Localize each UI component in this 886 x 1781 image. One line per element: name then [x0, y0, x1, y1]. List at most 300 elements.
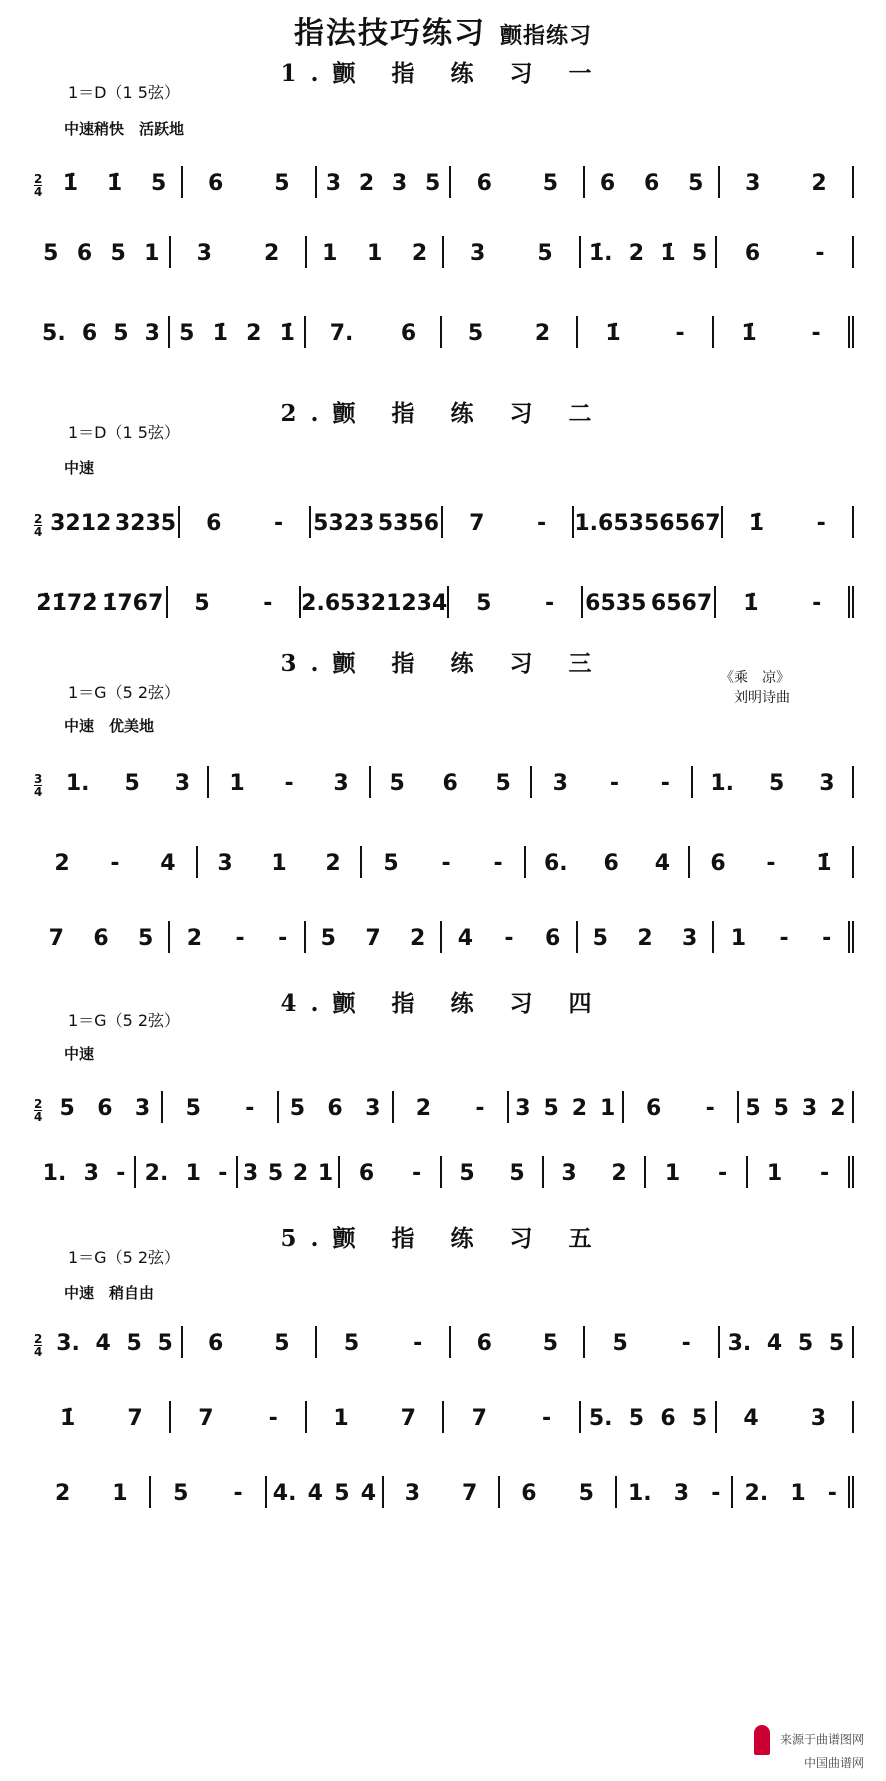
measure	[646, 1156, 748, 1188]
note: 4.	[272, 1481, 297, 1506]
time-sig-bottom: 4	[34, 525, 43, 539]
measure	[442, 316, 578, 348]
staff-row	[34, 1385, 854, 1433]
staff-row	[34, 1310, 854, 1358]
measure	[384, 1476, 501, 1508]
tempo-marking: 中速 稍自由	[64, 1284, 155, 1302]
note: 2.	[144, 1161, 169, 1186]
note: 1	[271, 851, 287, 876]
staff-cells	[34, 750, 854, 798]
note: -	[116, 1161, 126, 1186]
time-sig-bottom: 4	[34, 1345, 43, 1359]
note: 1	[144, 241, 160, 266]
note: 3	[134, 1096, 151, 1121]
staff-cells	[34, 1075, 854, 1123]
watermark	[644, 1725, 864, 1771]
note: -	[675, 321, 685, 346]
measure	[136, 1156, 238, 1188]
measure	[168, 586, 302, 618]
measure	[180, 506, 312, 538]
note: 2	[830, 1096, 846, 1121]
note: 5	[467, 321, 484, 346]
key-signature: 1＝G（5 2弦）	[68, 1011, 181, 1030]
note: 6.	[543, 851, 568, 876]
note: 6	[442, 771, 458, 796]
measure	[171, 236, 308, 268]
measure	[362, 846, 526, 878]
note: -	[717, 1161, 728, 1186]
measure	[720, 166, 854, 198]
note: 3	[365, 1096, 381, 1121]
note: 4	[654, 851, 671, 876]
measure	[449, 586, 583, 618]
note: 1	[766, 1161, 783, 1186]
note: -	[273, 511, 284, 536]
measure	[581, 1401, 718, 1433]
staff-cells	[34, 1460, 854, 1508]
note: -	[711, 1481, 721, 1506]
measure	[34, 1476, 151, 1508]
note: -	[278, 926, 288, 951]
note: -	[441, 851, 451, 876]
section-title: 5.颤 指 练 习 五	[280, 1225, 606, 1252]
measure	[267, 1476, 384, 1508]
time-sig-bottom: 4	[34, 185, 43, 199]
note: 5	[59, 1096, 75, 1121]
measure	[209, 766, 370, 798]
note: 2̇1̇72̇	[36, 591, 98, 616]
note: 2	[411, 241, 428, 266]
note: 4	[766, 1331, 783, 1356]
staff-cells	[34, 905, 854, 953]
measure	[574, 506, 722, 538]
note: 1̇	[741, 321, 757, 346]
measure	[34, 236, 171, 268]
note: -	[812, 591, 822, 616]
note: 1	[322, 241, 338, 266]
measure	[583, 586, 717, 618]
note: 5	[542, 171, 559, 196]
note: 2	[571, 1096, 588, 1121]
staff-cells	[34, 570, 854, 618]
note: 6	[476, 1331, 492, 1356]
note: 1	[229, 771, 245, 796]
note: -	[233, 1481, 243, 1506]
note: 5	[274, 1331, 290, 1356]
measure	[151, 1476, 268, 1508]
note: 5	[137, 926, 154, 951]
note: -	[263, 591, 273, 616]
note: -	[411, 1161, 422, 1186]
note: 6	[358, 1161, 375, 1186]
note: 3	[673, 1481, 690, 1506]
measure	[693, 766, 854, 798]
note: 7	[400, 1406, 416, 1431]
measure	[444, 236, 581, 268]
note: 3.	[56, 1331, 80, 1356]
note: 1	[317, 1161, 334, 1186]
note: -	[475, 1096, 485, 1121]
note: 5	[537, 241, 553, 266]
measure	[578, 921, 714, 953]
note: 3	[819, 771, 835, 796]
note: 6567	[659, 511, 721, 536]
time-signature	[34, 1093, 48, 1123]
measure	[198, 846, 362, 878]
note: -	[235, 926, 245, 951]
note: 5.	[588, 1406, 613, 1431]
tempo-marking: 中速	[64, 459, 95, 477]
note: 2	[415, 1096, 432, 1121]
note: -	[660, 771, 670, 796]
measure	[311, 506, 443, 538]
note: -	[816, 511, 826, 536]
note: 5	[476, 591, 492, 616]
staff-row	[34, 490, 854, 538]
measure	[717, 236, 854, 268]
note: 5	[828, 1331, 845, 1356]
note: 1̇	[748, 511, 765, 536]
measure	[279, 1091, 394, 1123]
note: 5323	[313, 511, 375, 536]
tempo-marking: 中速	[64, 1045, 95, 1063]
key-signature: 1＝G（5 2弦）	[68, 683, 181, 702]
staff-cells	[34, 300, 854, 348]
measure	[48, 1091, 163, 1123]
note: 2	[534, 321, 551, 346]
measure	[585, 1326, 719, 1358]
measure	[443, 506, 575, 538]
note: 5	[185, 1096, 201, 1121]
note: -	[822, 926, 832, 951]
note: 3	[174, 771, 190, 796]
measure	[34, 316, 170, 348]
note: 1.	[710, 771, 734, 796]
measure	[690, 846, 854, 878]
note: 1̇	[279, 321, 295, 346]
note: 6	[645, 1096, 662, 1121]
note: -	[536, 511, 547, 536]
note: 6	[521, 1481, 537, 1506]
note: 1̇	[605, 321, 621, 346]
note: 1	[730, 926, 747, 951]
note: -	[541, 1406, 552, 1431]
note: 4	[307, 1481, 323, 1506]
staff-cells	[34, 1140, 854, 1188]
note: 2	[246, 321, 262, 346]
measure	[716, 586, 854, 618]
note: 2	[292, 1161, 309, 1186]
note: 5	[320, 926, 336, 951]
note: -	[815, 241, 825, 266]
note: 5	[274, 171, 290, 196]
note: 5	[691, 241, 708, 266]
note: 1	[112, 1481, 128, 1506]
note: 4	[360, 1481, 377, 1506]
measure	[306, 316, 442, 348]
note: 3	[470, 241, 486, 266]
note: 3	[561, 1161, 577, 1186]
note: 1̇	[660, 241, 676, 266]
note: 5	[612, 1331, 628, 1356]
measure	[509, 1091, 624, 1123]
measure	[34, 1156, 136, 1188]
note: 7	[471, 1406, 487, 1431]
staff-row	[34, 750, 854, 798]
measure	[34, 846, 198, 878]
staff-row	[34, 300, 854, 348]
measure	[444, 1401, 581, 1433]
time-signature	[34, 768, 48, 798]
section-title: 4.颤 指 练 习 四	[280, 990, 606, 1017]
staff-row	[34, 1460, 854, 1508]
note: 3	[810, 1406, 826, 1431]
note: 2	[628, 241, 645, 266]
section-title: 2.颤 指 练 习 二	[280, 400, 606, 427]
time-sig-top: 2	[34, 1097, 43, 1111]
note: 1̇767	[102, 591, 164, 616]
note: -	[544, 591, 555, 616]
note: 6	[744, 241, 761, 266]
note: 1.	[574, 511, 599, 536]
note: 5	[110, 241, 126, 266]
note: -	[493, 851, 503, 876]
note: 2	[325, 851, 341, 876]
note: 2	[811, 171, 827, 196]
measure	[306, 921, 442, 953]
note: 5	[459, 1161, 475, 1186]
note: 5	[592, 926, 608, 951]
note: 2	[611, 1161, 627, 1186]
note: 1̇.	[588, 241, 613, 266]
note: 5	[389, 771, 405, 796]
note: 5	[157, 1331, 173, 1356]
page-title	[0, 8, 886, 52]
note: 3	[144, 321, 160, 346]
measure	[526, 846, 690, 878]
measure	[748, 1156, 854, 1188]
note: 2	[186, 926, 203, 951]
note: 3	[552, 771, 568, 796]
time-signature	[34, 168, 48, 198]
measure	[544, 1156, 646, 1188]
staff-cells	[34, 1385, 854, 1433]
note: 3	[515, 1096, 531, 1121]
watermark-line1: 来源于曲谱图网	[779, 1732, 864, 1747]
note: 5	[267, 1161, 284, 1186]
note: 4	[95, 1331, 111, 1356]
note: 3	[217, 851, 233, 876]
staff-cells	[34, 490, 854, 538]
note: 5	[173, 1481, 189, 1506]
time-sig-top: 2	[34, 1332, 43, 1346]
staff-cells	[34, 830, 854, 878]
section-title: 1.颤 指 练 习 一	[280, 60, 606, 87]
measure	[238, 1156, 340, 1188]
key-signature: 1＝D（1 5弦）	[68, 83, 180, 102]
measure	[500, 1476, 617, 1508]
note: -	[705, 1096, 715, 1121]
note: 6	[599, 171, 616, 196]
note: 6	[327, 1096, 343, 1121]
note: 5	[334, 1481, 350, 1506]
time-signature	[34, 508, 48, 538]
section-title: 3.颤 指 练 习 三	[280, 650, 606, 677]
note: 1̇	[743, 591, 759, 616]
measure	[170, 921, 306, 953]
note: 5	[124, 771, 140, 796]
note: 7	[365, 926, 381, 951]
note: -	[609, 771, 619, 796]
note: 6	[81, 321, 98, 346]
note: -	[245, 1096, 255, 1121]
note: 5	[289, 1096, 306, 1121]
staff-row	[34, 150, 854, 198]
measure	[451, 1326, 585, 1358]
note: 6	[400, 321, 417, 346]
note: 5	[126, 1331, 142, 1356]
note: 4	[457, 926, 474, 951]
note: 5	[383, 851, 399, 876]
watermark-line2: 中国曲谱网	[803, 1756, 864, 1770]
note: 1.	[42, 1161, 67, 1186]
note: 7	[462, 1481, 478, 1506]
time-signature	[34, 1328, 48, 1358]
measure	[371, 766, 532, 798]
note: 7	[127, 1406, 143, 1431]
staff-cells	[34, 150, 854, 198]
note: 6	[476, 171, 492, 196]
note: 3.	[727, 1331, 752, 1356]
measure	[585, 166, 719, 198]
measure	[617, 1476, 734, 1508]
note: 1234	[386, 591, 448, 616]
note: 1̇	[60, 1406, 76, 1431]
measure	[442, 1156, 544, 1188]
note: -	[218, 1161, 228, 1186]
measure	[714, 316, 854, 348]
note: 4	[160, 851, 176, 876]
measure	[394, 1091, 509, 1123]
measure	[317, 1326, 451, 1358]
page-title-main: 指法技巧练习	[293, 16, 486, 51]
measure	[48, 166, 182, 198]
page-subtitle: 颤指练习	[499, 23, 592, 49]
note: 2	[409, 926, 426, 951]
staff-cells	[34, 1310, 854, 1358]
note: 3	[801, 1096, 818, 1121]
note: 3	[391, 171, 408, 196]
note: 5	[179, 321, 195, 346]
measure	[739, 1091, 854, 1123]
note: 1	[185, 1161, 201, 1186]
note: 3	[745, 171, 761, 196]
note: 6535	[585, 591, 647, 616]
note: 6	[206, 511, 222, 536]
measure	[451, 166, 585, 198]
note: 6	[660, 1406, 676, 1431]
staff-cells	[34, 220, 854, 268]
note: 5	[194, 591, 210, 616]
note: 1	[333, 1406, 349, 1431]
note: 6	[93, 926, 109, 951]
note: 5.	[42, 321, 66, 346]
measure	[34, 921, 170, 953]
note: 6	[208, 171, 224, 196]
measure	[723, 506, 855, 538]
note: 3235	[114, 511, 177, 536]
note: 1.	[65, 771, 90, 796]
measure	[714, 921, 854, 953]
note: 6	[76, 241, 93, 266]
note: 1̇	[816, 851, 832, 876]
note: 1̇	[62, 171, 79, 196]
note: 6535	[598, 511, 660, 536]
measure	[48, 1326, 182, 1358]
note: 5	[542, 1331, 559, 1356]
measure	[163, 1091, 278, 1123]
note: 5	[543, 1096, 559, 1121]
note: 3	[333, 771, 349, 796]
note: 1̇	[106, 171, 123, 196]
time-sig-bottom: 4	[34, 785, 43, 799]
key-signature: 1＝D（1 5弦）	[68, 423, 180, 442]
note: 1	[664, 1161, 681, 1186]
note: 5	[424, 171, 441, 196]
staff-row	[34, 220, 854, 268]
note: -	[681, 1331, 691, 1356]
staff-row	[34, 570, 854, 618]
note: 5	[691, 1406, 708, 1431]
note: -	[268, 1406, 278, 1431]
note: 3	[681, 926, 698, 951]
note: 5	[797, 1331, 814, 1356]
music-note-icon	[754, 1725, 770, 1755]
note: 6567	[650, 591, 713, 616]
note: 2	[264, 241, 280, 266]
measure	[34, 586, 168, 618]
measure	[48, 506, 180, 538]
measure	[340, 1156, 442, 1188]
note: 7	[469, 511, 485, 536]
note: 6	[544, 926, 561, 951]
note: 5356	[377, 511, 440, 536]
note: 5	[745, 1096, 761, 1121]
measure	[442, 921, 578, 953]
measure	[307, 1401, 444, 1433]
note: 5	[343, 1331, 360, 1356]
note: 5	[688, 171, 704, 196]
note: 6	[710, 851, 726, 876]
note: -	[827, 1481, 837, 1506]
measure	[34, 1401, 171, 1433]
note: 6532	[324, 591, 387, 616]
note: -	[504, 926, 514, 951]
measure	[307, 236, 444, 268]
note: -	[779, 926, 789, 951]
measure	[170, 316, 306, 348]
staff-row	[34, 830, 854, 878]
measure	[48, 766, 209, 798]
note: 5	[150, 171, 167, 196]
note: 2.	[301, 591, 325, 616]
measure	[581, 236, 718, 268]
note: -	[284, 771, 294, 796]
measure	[301, 586, 449, 618]
note: 5	[43, 241, 59, 266]
tempo-marking: 中速 优美地	[64, 717, 155, 735]
measure	[717, 1401, 854, 1433]
